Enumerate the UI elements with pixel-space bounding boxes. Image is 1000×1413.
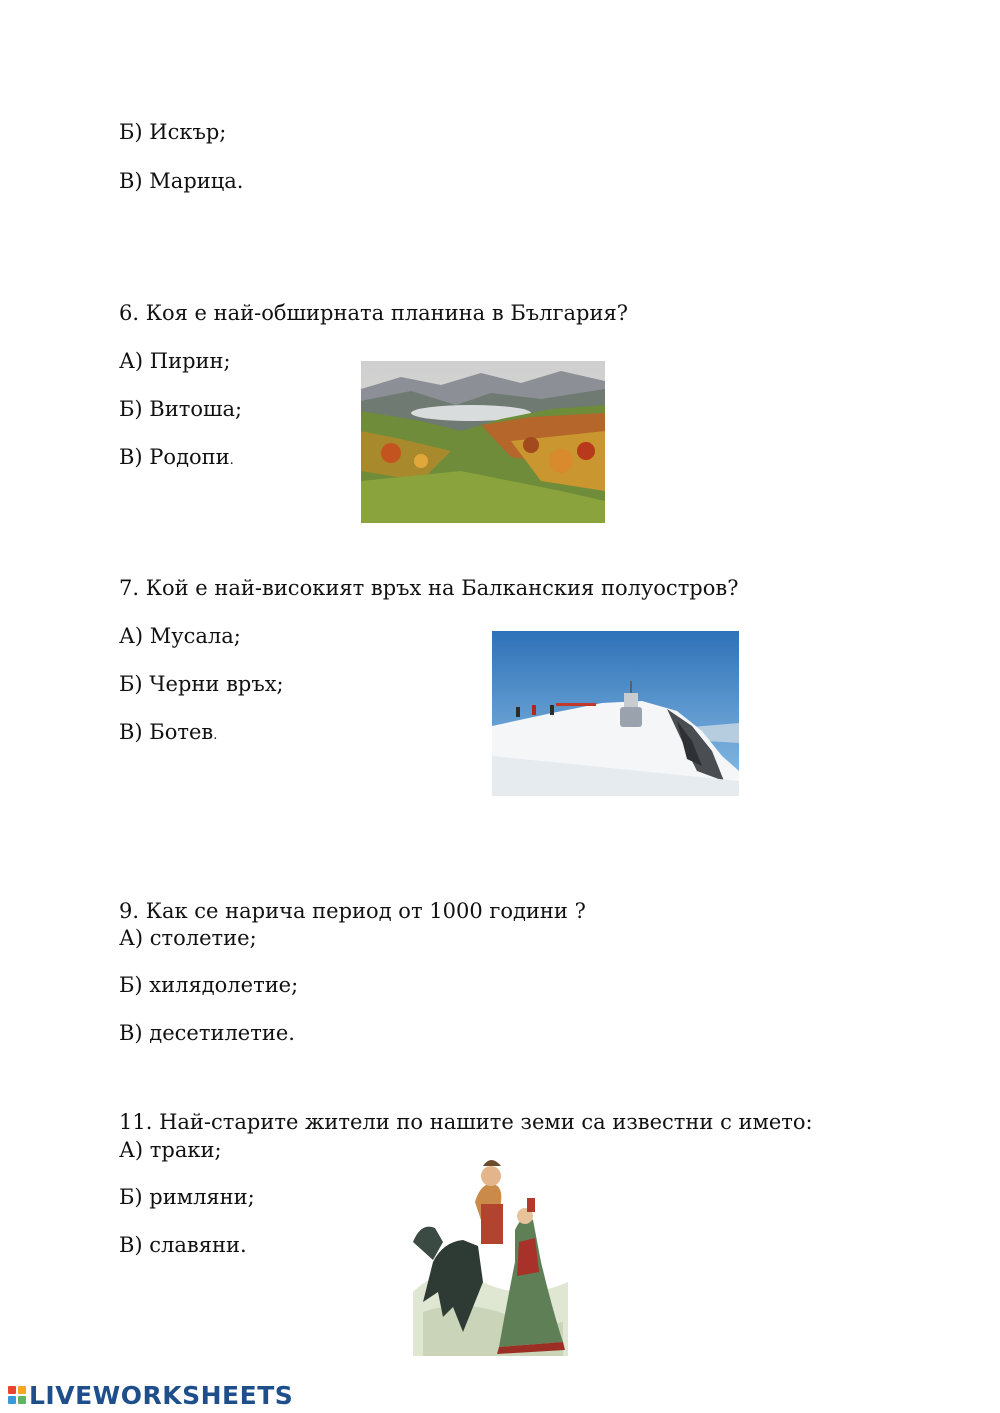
q7-option-a: А) Мусала;: [119, 624, 241, 648]
q11-option-c: В) славяни.: [119, 1233, 247, 1257]
q7-option-b: Б) Черни връх;: [119, 672, 284, 696]
liveworksheets-logo: [8, 1380, 293, 1410]
snowy-peak-icon: [492, 631, 739, 796]
thracian-illustration-image: [403, 1142, 575, 1356]
q7-option-c-text: В) Ботев: [119, 720, 214, 744]
q6-option-c-trail: .: [229, 453, 234, 468]
autumn-mountain-icon: [361, 361, 605, 523]
mountain-landscape-image: [361, 361, 605, 523]
q11-option-a: А) траки;: [119, 1138, 222, 1162]
q9-question: 9. Как се нарича период от 1000 години ?: [119, 899, 586, 923]
logo-block: [18, 1396, 26, 1404]
q6-option-c: [119, 444, 234, 474]
q9-option-c: В) десетилетие.: [119, 1021, 295, 1045]
q6-option-b: Б) Витоша;: [119, 397, 243, 421]
snowy-peak-image: [492, 631, 739, 796]
q11-option-b: Б) римляни;: [119, 1185, 255, 1209]
q9-option-a: А) столетие;: [119, 926, 257, 950]
q5-option-b: Б) Искър;: [119, 120, 227, 144]
q6-option-c-text: В) Родопи: [119, 445, 230, 469]
logo-block: [8, 1396, 16, 1404]
q11-question: 11. Най-старите жители по нашите земи са известни с името:: [119, 1110, 813, 1134]
logo-text: LIVEWORKSHEETS: [29, 1380, 294, 1410]
thracian-horseman-icon: [403, 1142, 575, 1356]
logo-block: [18, 1386, 26, 1394]
logo-blocks-icon: [8, 1386, 26, 1404]
q7-option-c-trail: .: [213, 728, 218, 743]
q7-option-c: [119, 719, 217, 749]
logo-block: [8, 1386, 16, 1394]
q6-option-a: А) Пирин;: [119, 349, 231, 373]
q6-question: 6. Коя е най-обширната планина в България?: [119, 301, 628, 325]
q7-question: 7. Кой е най-високият връх на Балканския полуостров?: [119, 576, 739, 600]
q5-option-c: В) Марица.: [119, 169, 244, 193]
q9-option-b: Б) хилядолетие;: [119, 973, 299, 997]
